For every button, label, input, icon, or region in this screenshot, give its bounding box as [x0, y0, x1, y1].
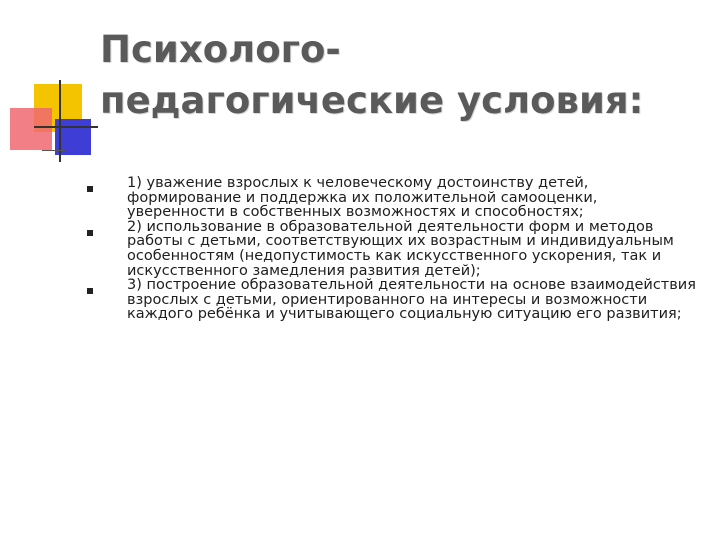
list-item: [87, 176, 697, 220]
conditions-list: [87, 176, 697, 322]
short-line-decoration: [42, 150, 66, 151]
title-line-1: Психолого-: [100, 28, 341, 71]
slide-title: [100, 24, 700, 126]
list-item-text: 3) построение образовательной деятельности на основе взаимодействия взрослых с детьми, ориентированного на интересы и возможности каждого ребёнка и учитывающего социальную ситуацию его развития;: [127, 277, 696, 323]
horizontal-line-decoration: [34, 126, 98, 128]
square-bullet-icon: [87, 186, 93, 192]
list-item: [87, 220, 697, 278]
red-square-decoration: [10, 108, 52, 150]
list-item-text: 2) использование в образовательной деятельности форм и методов работы с детьми, соответствующих их возрастным и индивидуальным особенностям (недопустимость как искусственного ускорения, так и искусственного замедления развития детей);: [127, 218, 674, 279]
square-bullet-icon: [87, 230, 93, 236]
title-line-2: педагогические условия:: [100, 79, 644, 122]
list-item: [87, 278, 697, 322]
list-item-text: 1) уважение взрослых к человеческому достоинству детей, формирование и поддержка их положительной самооценки, уверенности в собственных возможностях и способностях;: [127, 175, 598, 221]
square-bullet-icon: [87, 288, 93, 294]
